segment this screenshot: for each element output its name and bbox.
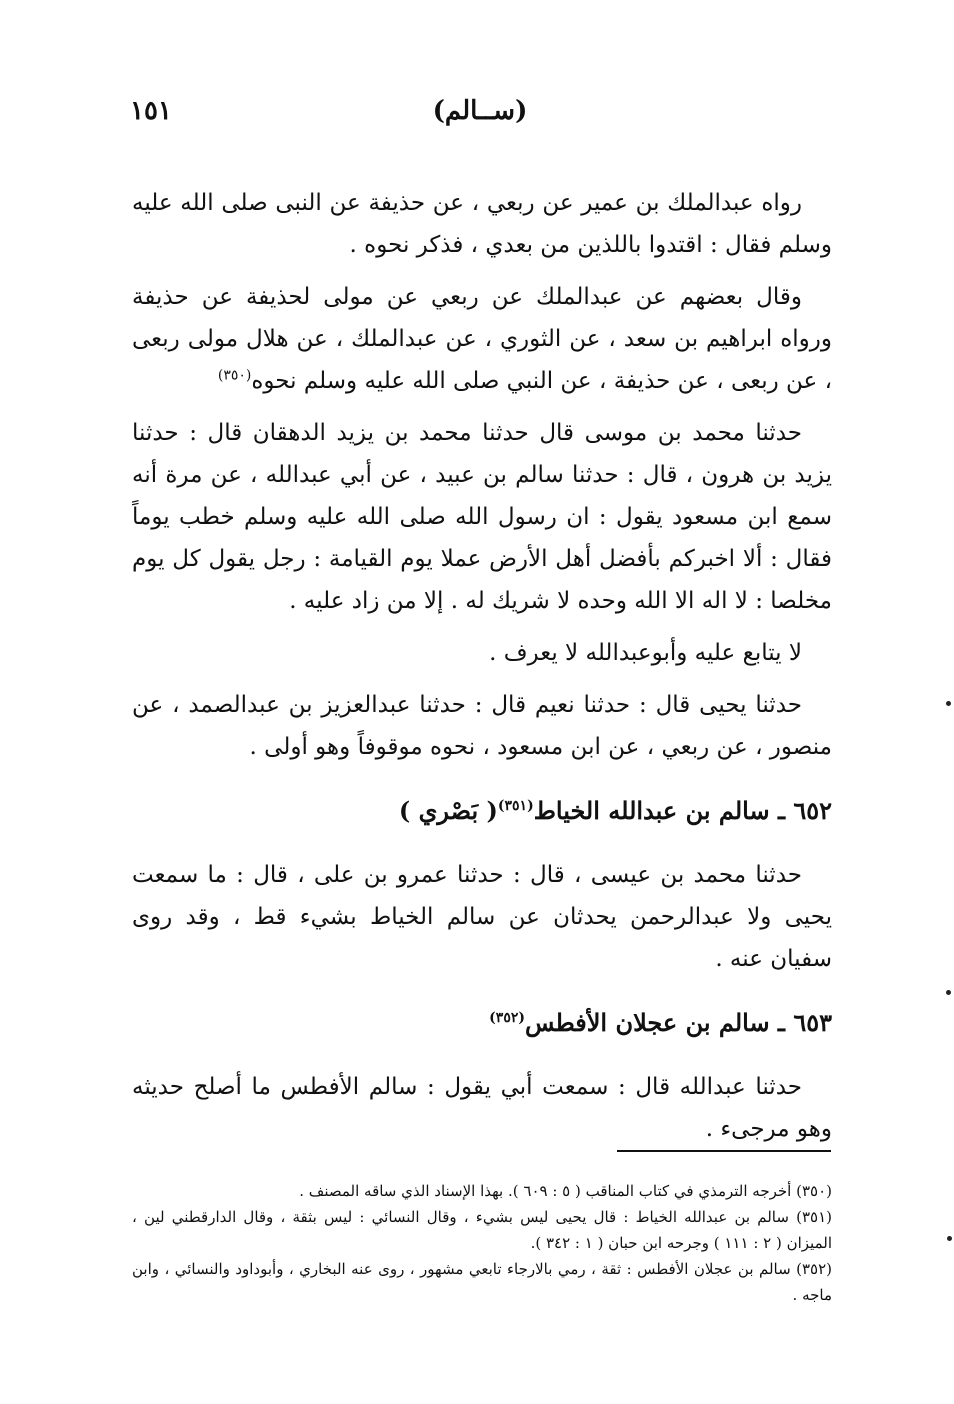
main-text: [132, 182, 832, 1160]
entry-652-text: حدثنا محمد بن عيسى ، قال : حدثنا عمرو بن على ، قال : ما سمعت يحيى ولا عبدالرحمن يحدثان عن سالم الخياط بشيء قط ، وقد روى سفيان عنه .: [132, 862, 832, 972]
entry-heading-652-nisba: ( بَصْري ): [398, 796, 498, 825]
footnote-352: (٣٥٢) سالم بن عجلان الأفطس : ثقة ، رمي بالارجاء تابعي مشهور ، روى عنه البخاري ، وأبوداود والنسائي ، وابن ماجه .: [132, 1260, 832, 1304]
entry-heading-652-title: ٦٥٢ ـ سالم بن عبدالله الخياط: [533, 796, 832, 825]
page-header: [130, 96, 830, 140]
margin-mark-dot: [946, 701, 951, 706]
running-title: (ســالم): [432, 96, 528, 126]
paragraph-4: لا يتابع عليه وأبوعبدالله لا يعرف .: [489, 640, 802, 666]
footnote-ref-352: (٣٥٢): [489, 1010, 525, 1026]
footnote-351: (٣٥١) سالم بن عبدالله الخياط : قال يحيى ليس بشيء ، وقال النسائي : ليس بثقة ، وقال الدارقطني لين ، الميزان ( ٢ : ١١١ ) وجرحه ابن حبان ( ١ : ٣٤٢ ).: [132, 1208, 832, 1252]
paragraph-2: [132, 276, 832, 402]
paragraph-5: حدثنا يحيى قال : حدثنا نعيم قال : حدثنا عبدالعزيز بن عبدالصمد ، عن منصور ، عن ربعي ، عن ابن مسعود ، نحوه موقوفاً وهو أولى .: [132, 692, 832, 760]
footnote-divider: [617, 1150, 831, 1152]
entry-653-text: حدثنا عبدالله قال : سمعت أبي يقول : سالم الأفطس ما أصلح حديثه وهو مرجىء .: [132, 1074, 832, 1142]
footnote-ref-351: (٣٥١): [497, 798, 534, 814]
page-number: ١٥١: [130, 96, 172, 126]
margin-mark-dot: [946, 990, 951, 995]
footnote-350: (٣٥٠) أخرجه الترمذي في كتاب المناقب ( ٥ : ٦٠٩ ). بهذا الإسناد الذي ساقه المصنف .: [299, 1182, 832, 1200]
footnotes: [132, 1178, 832, 1308]
paragraph-1: رواه عبدالملك بن عمير عن ربعي ، عن حذيفة عن النبى صلى الله عليه وسلم فقال : اقتدوا باللذين من بعدي ، فذكر نحوه .: [132, 190, 832, 258]
entry-heading-653-title: ٦٥٣ ـ سالم بن عجلان الأفطس: [524, 1008, 832, 1037]
entry-heading-653: [132, 1002, 832, 1044]
paragraph-3: حدثنا محمد بن موسى قال حدثنا محمد بن يزيد الدهقان قال : حدثنا يزيد بن هرون ، قال : حدثنا سالم بن عبيد ، عن أبي عبدالله ، عن مرة أنه سمع ابن مسعود يقول : ان رسول الله صلى الله عليه وسلم خطب يوماً فقال : ألا اخبركم بأفضل أهل الأرض عملا يوم القيامة : رجل يقول كل يوم مخلصا : لا اله الا الله وحده لا شريك له . إلا من زاد عليه .: [132, 420, 832, 614]
entry-heading-652: [132, 790, 832, 832]
paragraph-2-text: وقال بعضهم عن عبدالملك عن ربعي عن مولى لحذيفة عن حذيفة ورواه ابراهيم بن سعد ، عن الثوري ، عن عبدالملك ، عن هلال مولى ربعى ، عن ربعى ، عن حذيفة ، عن النبي صلى الله عليه وسلم نحوه: [132, 284, 832, 394]
footnote-ref-350: (٣٥٠): [217, 367, 252, 384]
margin-mark-dot: [947, 1236, 952, 1241]
